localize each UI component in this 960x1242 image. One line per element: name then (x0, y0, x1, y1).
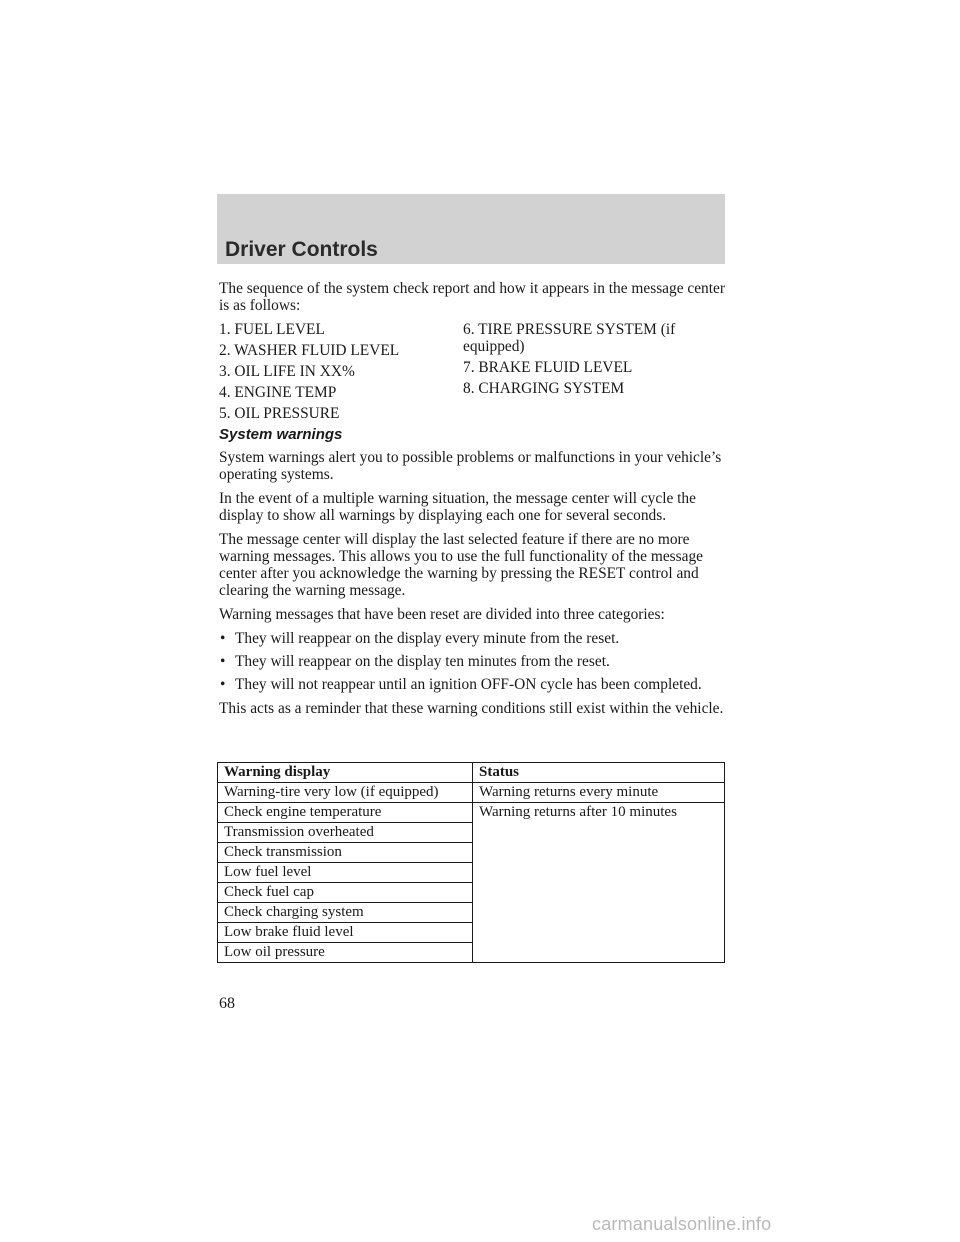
intro-paragraph: The sequence of the system check report and how it appears in the message center is as follows: (219, 280, 725, 314)
warning-display-cell: Check charging system (218, 903, 473, 923)
body-paragraph: Warning messages that have been reset are divided into three categories: (219, 606, 665, 623)
system-check-list-left (219, 321, 463, 426)
status-cell: Warning returns every minute (473, 783, 725, 803)
bullet-text: They will not reappear until an ignition OFF-ON cycle has been completed. (235, 676, 702, 693)
warning-display-cell: Low brake fluid level (218, 923, 473, 943)
body-paragraph: System warnings alert you to possible problems or malfunctions in your vehicle’s operating systems. (219, 449, 722, 483)
column-header-warning-display: Warning display (218, 763, 473, 783)
list-item: 6. TIRE PRESSURE SYSTEM (if equipped) (463, 321, 676, 355)
warning-display-cell: Check engine temperature (218, 803, 473, 823)
list-item: 1. FUEL LEVEL (219, 321, 325, 338)
table-row (218, 803, 725, 823)
body-paragraph: The message center will display the last selected feature if there are no more warning messages. This allows you to use the full functionality of the message center after you acknowledge the warning by pressing the RESET control and clearing the warning message. (219, 531, 704, 599)
warning-display-cell: Warning-tire very low (if equipped) (218, 783, 473, 803)
body-paragraph: In the event of a multiple warning situation, the message center will cycle the display to show all warnings by displaying each one for several seconds. (219, 490, 696, 524)
system-check-list-right (463, 321, 725, 426)
list-item: 2. WASHER FLUID LEVEL (219, 342, 400, 359)
table-header-row (218, 763, 725, 783)
bullet-text: They will reappear on the display every minute from the reset. (235, 630, 620, 647)
bullet-icon: • (220, 653, 226, 670)
section-header-title: Driver Controls (225, 238, 378, 261)
bullet-text: They will reappear on the display ten minutes from the reset. (235, 653, 610, 670)
bullet-item (219, 653, 725, 670)
system-check-list (219, 321, 725, 426)
bullet-icon: • (220, 676, 226, 693)
warning-display-cell: Low fuel level (218, 863, 473, 883)
bullet-item (219, 676, 725, 693)
closing-paragraph: This acts as a reminder that these warning conditions still exist within the vehicle. (219, 700, 724, 717)
list-item: 3. OIL LIFE IN XX% (219, 363, 355, 380)
status-cell: Warning returns after 10 minutes (473, 803, 725, 963)
list-item: 8. CHARGING SYSTEM (463, 380, 625, 397)
warning-display-cell: Check transmission (218, 843, 473, 863)
section-heading: System warnings (219, 426, 343, 443)
bullet-icon: • (220, 630, 226, 647)
page-number: 68 (219, 995, 235, 1012)
watermark: carmanualsonline.info (592, 1214, 772, 1234)
list-item: 4. ENGINE TEMP (219, 384, 337, 401)
warning-display-cell: Check fuel cap (218, 883, 473, 903)
warning-display-cell: Low oil pressure (218, 943, 473, 963)
bullet-item (219, 630, 725, 647)
column-header-status: Status (473, 763, 725, 783)
reset-categories-list (219, 630, 725, 693)
page-content (219, 280, 725, 724)
warning-table (217, 762, 725, 963)
table-row (218, 783, 725, 803)
list-item: 7. BRAKE FLUID LEVEL (463, 359, 633, 376)
section-header-band (217, 194, 725, 264)
list-item: 5. OIL PRESSURE (219, 405, 340, 422)
warning-display-cell: Transmission overheated (218, 823, 473, 843)
